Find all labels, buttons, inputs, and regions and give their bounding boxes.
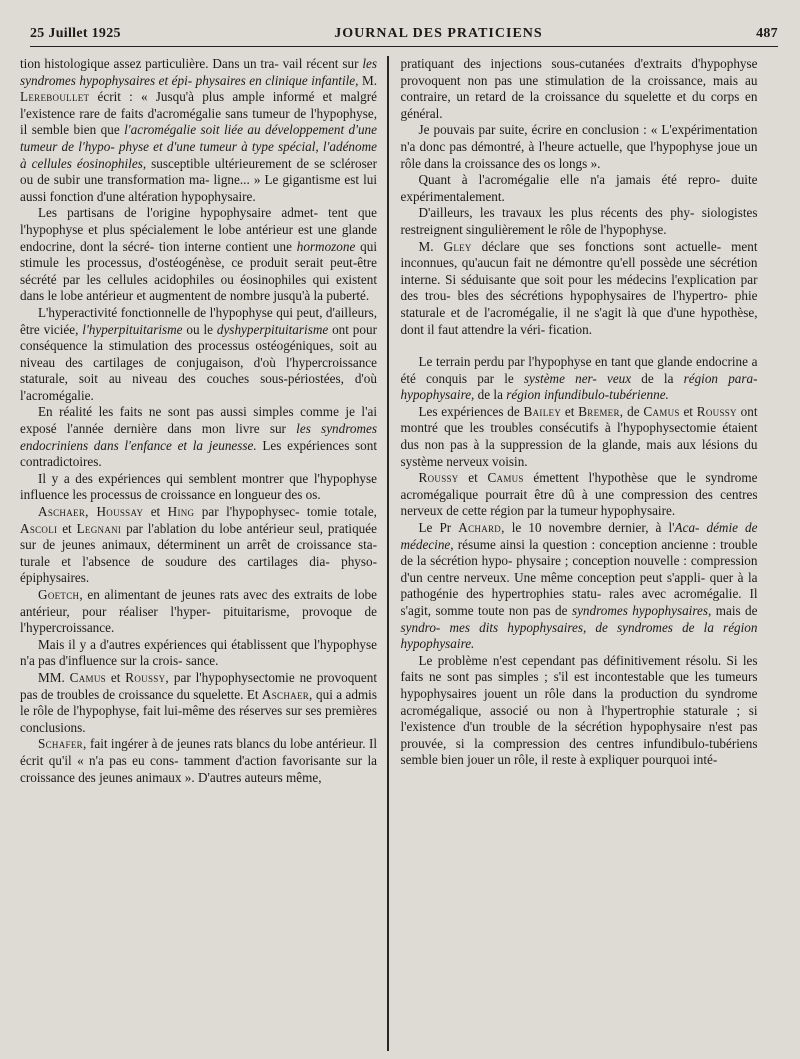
paragraph: Quant à l'acromégalie elle n'a jamais été repro- duite expérimentalement. [400,172,758,204]
paragraph: L'hyperactivité fonctionnelle de l'hypophyse qui peut, d'ailleurs, être viciée, l'hyperpituitarisme ou le dyshyperpituitarisme ont pour conséquence la stimulation des processus ostéogéniques, soit au niveau des cartilages de conjugaison, d'où l'hypercroissance staturale, soit au niveau des couches sous-périostées, d'où l'acromégalie. [20,304,377,403]
paragraph: Mais il y a d'autres expériences qui établissent que l'hypophyse n'a pas d'influence sur la crois- sance. [20,636,377,669]
paragraph: Le Pr Achard, le 10 novembre dernier, à l'Aca- démie de médecine, résume ainsi la question : conception ancienne : trouble de la sécrétion hypo- physaire ; conception nouvelle : compression d'un centre nerveux. Une même conception peut s'appli- quer à la pathogénie des hypertrophies statu- rales avec acromégalie. Il s'agit, somme toute non pas de syndromes hypophysaires, mais de syndro- mes dits hypophysaires, de syndromes de la région hypophysaire. [400,520,758,652]
page-number: 487 [756,26,778,41]
paragraph: D'ailleurs, les travaux les plus récents des phy- siologistes restreignent singulièrement le rôle de l'hypophyse. [400,205,758,237]
paragraph: En réalité les faits ne sont pas aussi simples comme je l'ai exposé l'année dernière dans mon livre sur les syndromes endocriniens dans l'enfance et la jeunesse. Les expériences sont contradictoires. [20,404,377,470]
paragraph: Les partisans de l'origine hypophysaire admet- tent que l'hypophyse et plus spécialement le lobe antérieur est une glande endocrine, dont la sécré- tion interne contient une hormozone qui stimule les processus, d'ostéogénèse, ce produit serait peut-être sécrété par les cellules acidophiles ou éosinophiles qui existent dans le lobe antérieur et augmentent de nombre jusqu'à la puberté. [20,205,378,304]
article-columns [20,56,786,1051]
paragraph: Schafer, fait ingérer à de jeunes rats blancs du lobe antérieur. Il écrit qu'il « n'a pas eu cons- tamment d'action favorisante sur la croissance des jeunes animaux ». D'autres auteurs même, [20,736,377,785]
paragraph: Le problème n'est cependant pas définitivement résolu. Si les faits ne sont pas simples ; s'il est incontestable que les tumeurs hypophysaires jouent un rôle dans la production du syndrome acromégalique, associé ou non à l'hypertrophie staturale ; si l'existence d'un trouble de la sécrétion hypophysaire n'est pas prouvée, si la compression des centres infundibulo-tubériens semble bien jouer un rôle, il reste à expliquer pourquoi inté- [400,652,758,768]
paragraph: Goetch, en alimentant de jeunes rats avec des extraits de lobe antérieur, pour réaliser l'hyper- pituitarisme, provoque de l'hypercroissance. [20,587,377,636]
paragraph: Le terrain perdu par l'hypophyse en tant que glande endocrine a été conquis par le système ner- veux de la région para-hypophysaire, de la région infundibulo-tubérienne. [400,354,758,403]
paragraph: Roussy et Camus émettent l'hypothèse que le syndrome acromégalique pourrait être dû à une compression des centres nerveux de cette région par la tumeur hypophysaire. [400,470,758,519]
paragraph: M. Gley déclare que ses fonctions sont actuelle- ment inconnues, qu'aucun fait ne démontre qu'ell possède une sécrétion interne. Si séduisante que soit pour les médecins l'explication par des trou- bles des sécrétions hypophysaires de l'hypertro- phie staturale et de l'acromégalie, il ne s'agit là que d'une hypothèse, dont il faut attendre la véri- fication. [400,238,758,337]
paragraph: Aschaer, Houssay et Hing par l'hypophysec- tomie totale, Ascoli et Legnani par l'ablation du lobe antérieur seul, pratiquée sur de jeunes animaux, déterminent un arrêt de croissance sta- turale et l'absence de soudure des cartilages dia- physo-épiphysaires. [20,504,377,586]
paragraph: Il y a des expériences qui semblent montrer que l'hypophyse influence les processus de croissance en longueur des os. [20,470,377,503]
right-column [389,56,758,1051]
paragraph: Les expériences de Bailey et Bremer, de Camus et Roussy ont montré que les troubles consécutifs à l'hypophysectomie étaient dus non pas à la suppression de la glande, mais aux lésions du système nerveux voisin. [400,403,758,469]
journal-title: JOURNAL DES PRATICIENS [334,26,543,41]
running-header [30,22,778,47]
paragraph: tion histologique assez particulière. Dans un tra- vail récent sur les syndromes hypophysaires et épi- physaires en clinique infantile, M. Lereboullet écrit : « Jusqu'à plus ample informé et malgré l'existence rare de faits d'acromégalie sans tumeur de l'hypophyse, il semble bien que l'acromégalie soit liée au développement d'une tumeur de l'hypo- physe et d'une tumeur à type spécial, l'adénome à cellules éosinophiles, susceptible ultérieurement de se scléroser ou de subir une transformation ma- ligne... » Le gigantisme est lui aussi fonction d'une altération hypophysaire. [20,56,377,204]
issue-date: 25 Juillet 1925 [30,26,121,41]
paragraph: Je pouvais par suite, écrire en conclusion : « L'expérimentation n'a donc pas démontré, à l'heure actuelle, que l'hypophyse joue un rôle dans la croissance des os longs ». [400,122,758,171]
paragraph: pratiquant des injections sous-cutanées d'extraits d'hypophyse provoquent non pas une stimulation de la croissance, mais au contraire, un retard de la croissance du squelette et du corps en général. [400,56,758,121]
paragraph: MM. Camus et Roussy, par l'hypophysectomie ne provoquent pas de troubles de croissance du squelette. Et Aschaer, qui a admis le rôle de l'hypophyse, fait lui-même des réserves sur ses premières conclusions. [20,669,377,735]
left-column [20,56,387,1051]
